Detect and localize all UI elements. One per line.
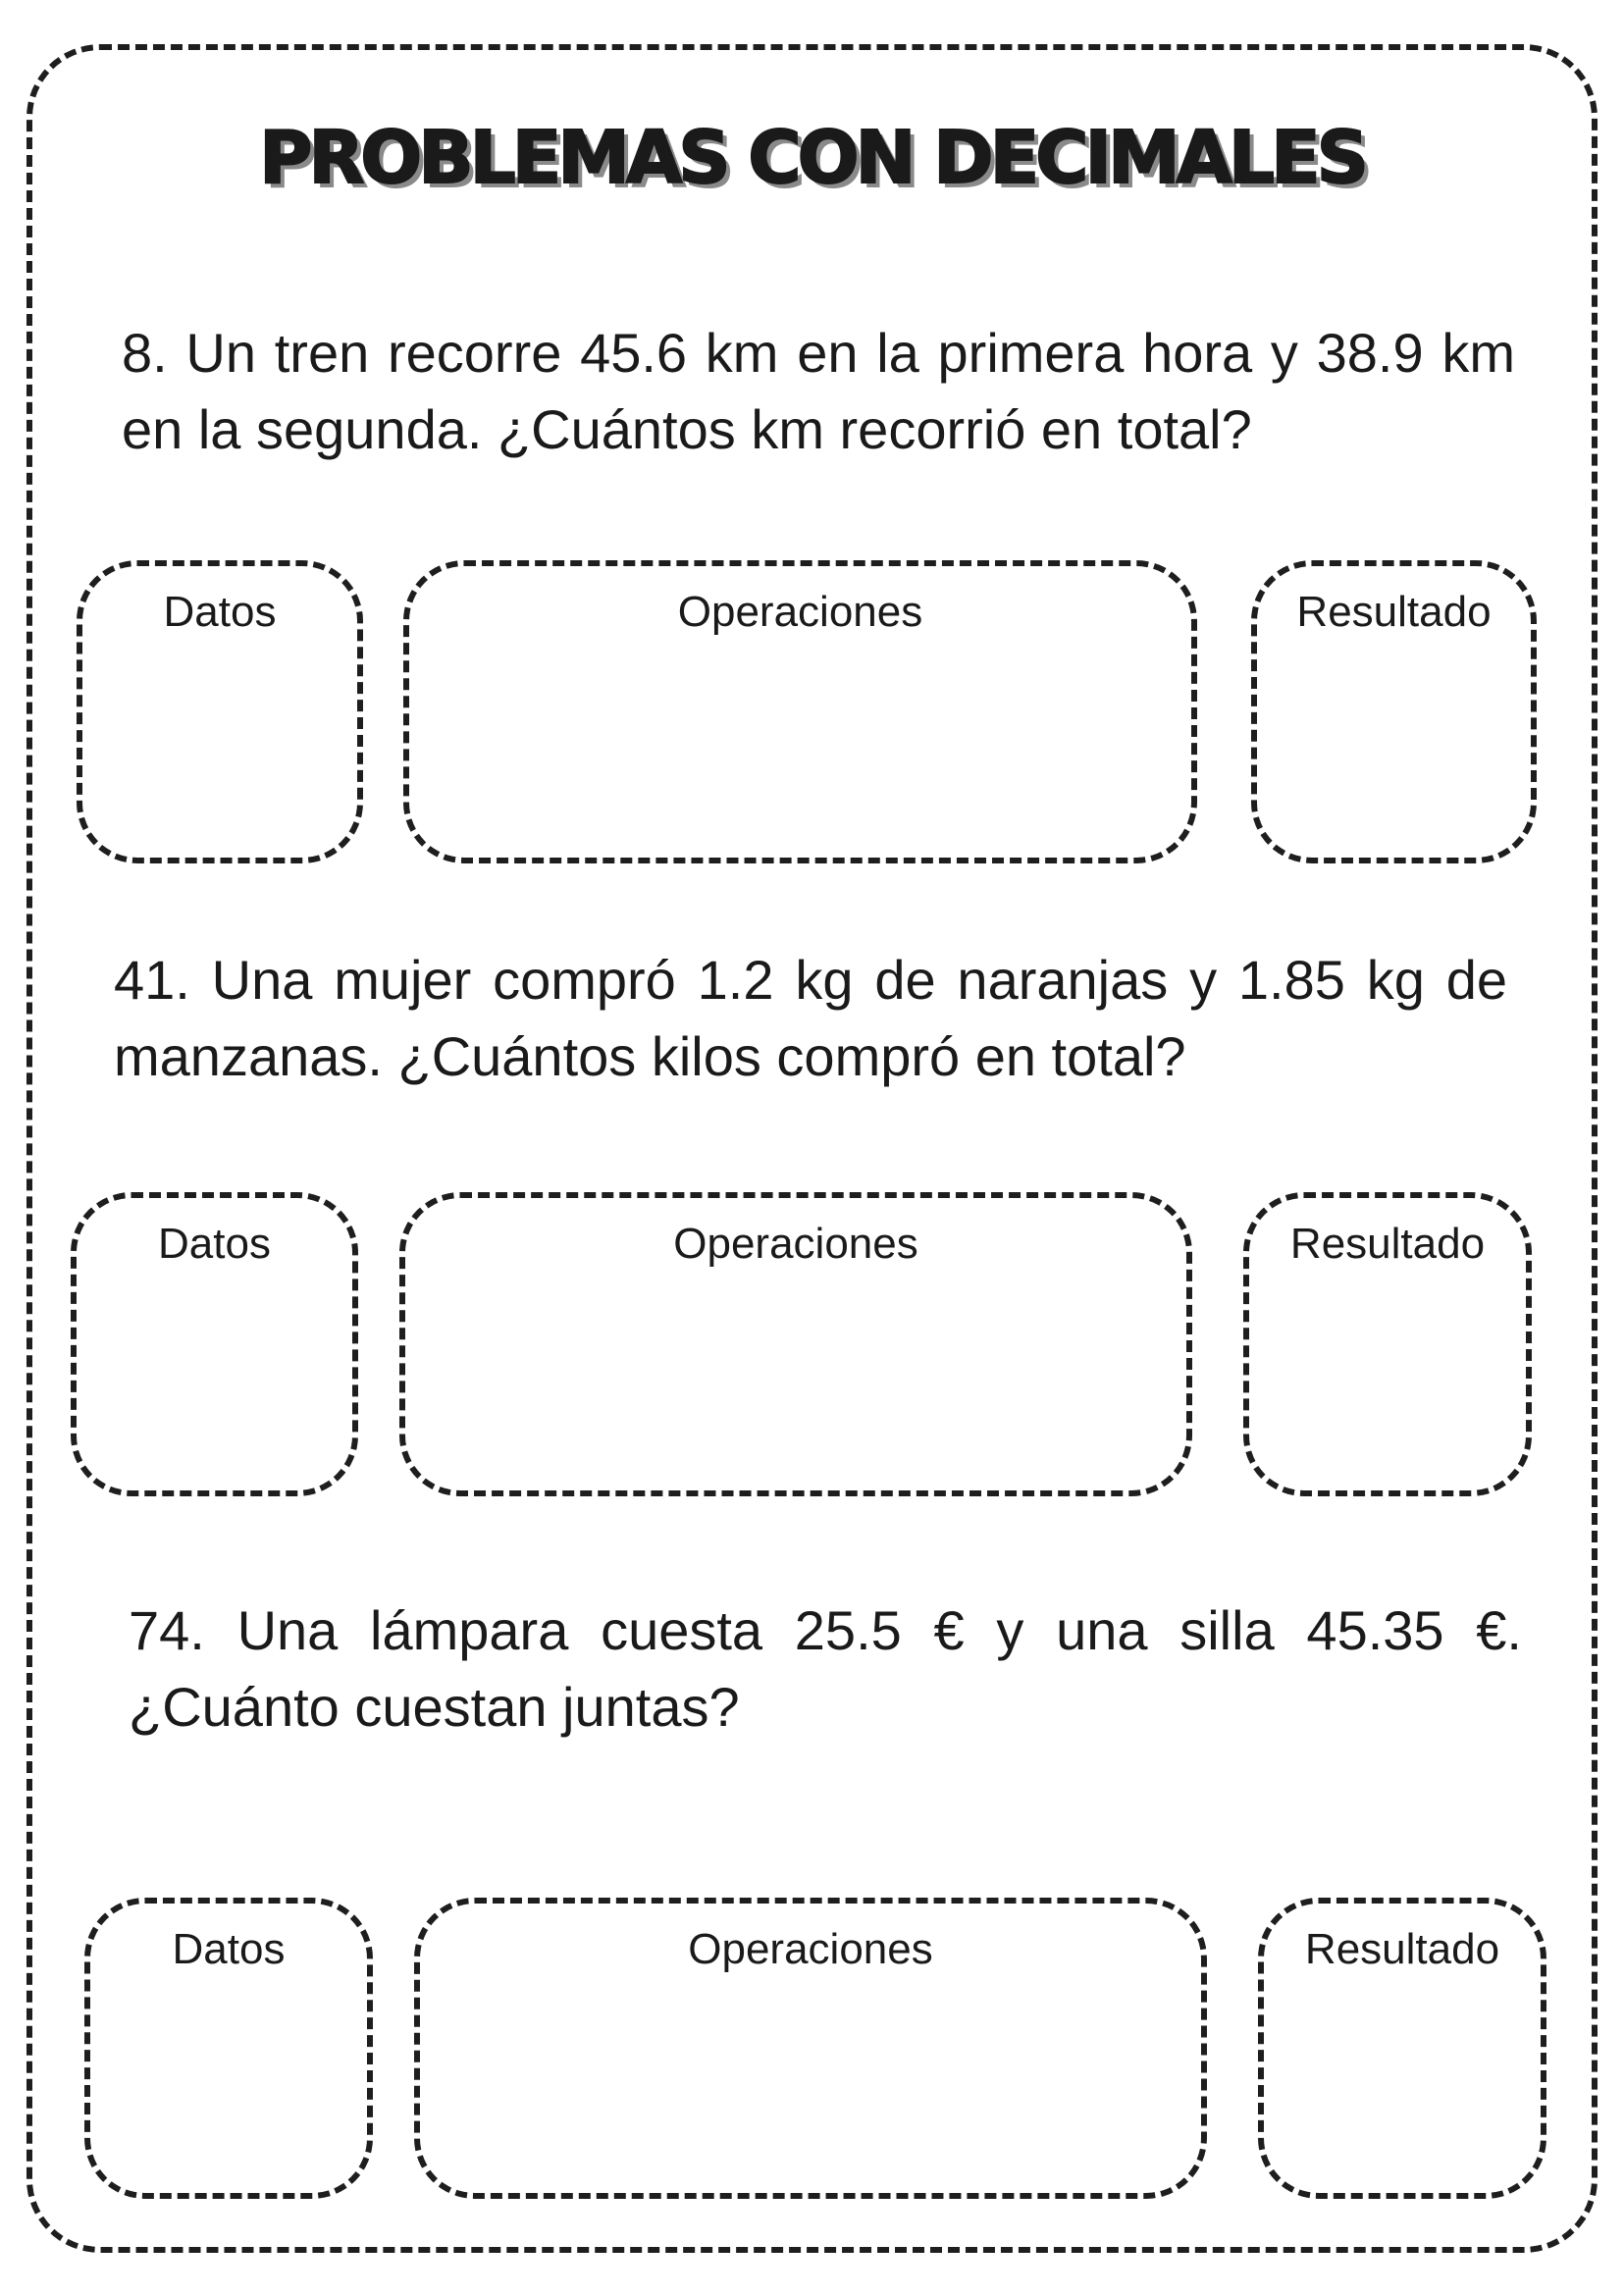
resultado-box[interactable] [1251,560,1537,863]
resultado-label: Resultado [1304,1925,1500,1973]
datos-box[interactable] [84,1898,373,2199]
resultado-label: Resultado [1289,1220,1486,1268]
datos-label: Datos [158,1220,271,1268]
datos-label: Datos [163,588,277,636]
operaciones-label: Operaciones [673,1220,918,1268]
operaciones-box[interactable] [403,560,1197,863]
operaciones-label: Operaciones [688,1925,933,1973]
problem-text: 74. Una lámpara cuesta 25.5 € y una silla 45.35 €. ¿Cuánto cuestan juntas? [129,1599,1522,1738]
datos-box[interactable] [71,1192,358,1496]
operaciones-box[interactable] [414,1898,1207,2199]
resultado-box[interactable] [1258,1898,1546,2199]
problem-text: 8. Un tren recorre 45.6 km en la primera hora y 38.9 km en la segunda. ¿Cuántos km recorrió en total? [122,322,1515,460]
operaciones-box[interactable] [399,1192,1192,1496]
resultado-box[interactable] [1243,1192,1532,1496]
operaciones-label: Operaciones [677,588,923,636]
resultado-label: Resultado [1296,588,1492,636]
datos-box[interactable] [77,560,363,863]
page-title: PROBLEMAS CON DECIMALES [259,116,1365,200]
problem-text: 41. Una mujer compró 1.2 kg de naranjas y 1.85 kg de manzanas. ¿Cuántos kilos compró en total? [114,949,1507,1087]
datos-label: Datos [172,1925,286,1973]
